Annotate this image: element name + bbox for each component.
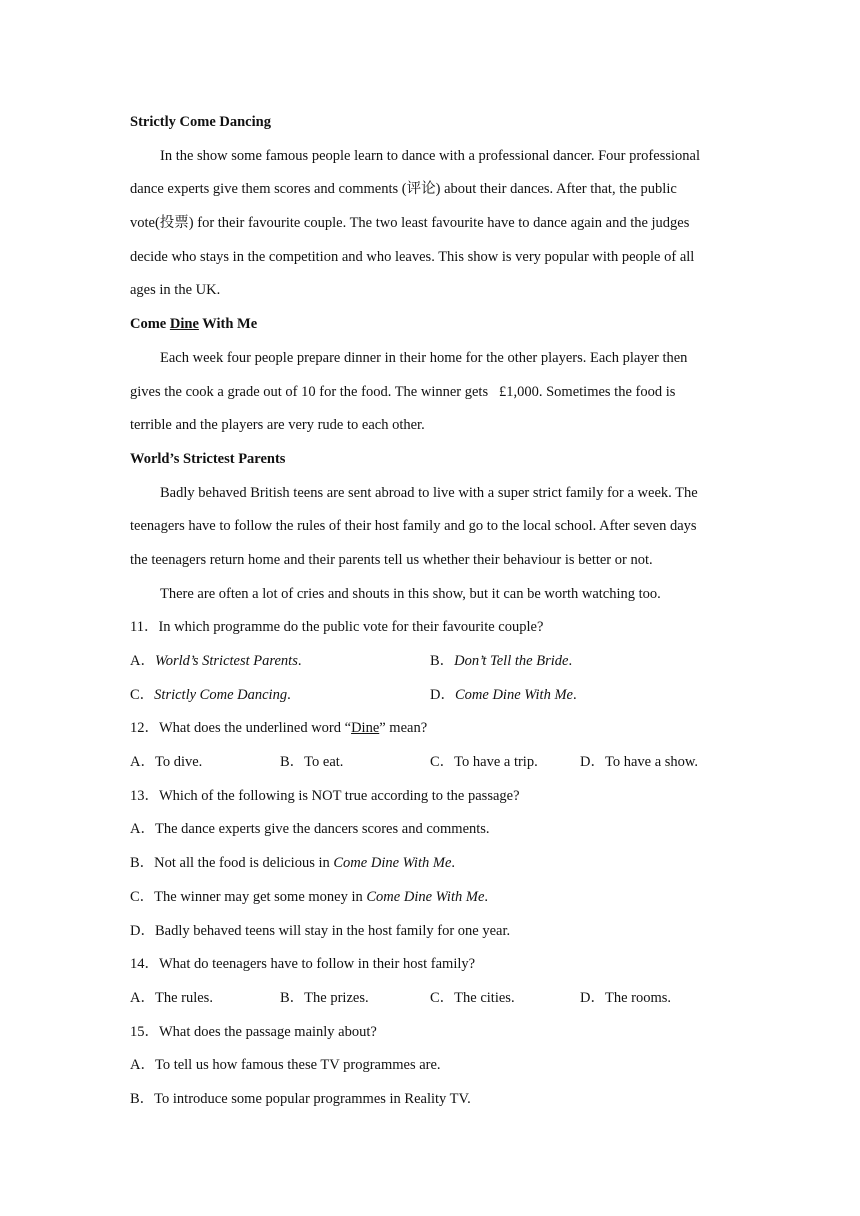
option-d: D．The rooms.: [580, 989, 672, 1006]
option-c: [130, 685, 430, 719]
option-a: [130, 651, 430, 685]
heading-part: With Me: [198, 316, 258, 333]
question-13-stem: 13．Which of the following is NOT true according to the passage?: [130, 787, 520, 804]
option-end: .: [287, 686, 291, 703]
question-12-options: [130, 752, 730, 786]
option-end: .: [572, 686, 577, 703]
paragraph-line: terrible and the players are very rude to each other.: [130, 417, 425, 434]
paragraph-line: There are often a lot of cries and shouts in this show, but it can be worth watching too.: [160, 585, 661, 602]
option-d: D．To have a show.: [580, 754, 699, 771]
option-text: Don’t Tell the Bride: [454, 653, 569, 669]
option-text: Come Dine With Me: [454, 686, 573, 703]
paragraph-line: In the show some famous people learn to dance with a professional dancer. Four professional: [160, 147, 700, 164]
section-heading-worlds-strictest-parents: World’s Strictest Parents: [130, 450, 286, 467]
document-page: [130, 112, 730, 1123]
paragraph-line: vote(投票) for their favourite couple. The two least favourite have to dance again and the judges: [130, 215, 690, 232]
option-b: B．To introduce some popular programmes in Reality TV.: [130, 1090, 471, 1107]
paragraph-line: ages in the UK.: [130, 282, 221, 299]
option-text: Strictly Come Dancing: [154, 686, 288, 703]
programme-title: Come Dine With Me: [366, 888, 485, 905]
question-11-options-row-1: [130, 651, 730, 685]
paragraph-line: decide who stays in the competition and who leaves. This show is very popular with people of all: [130, 248, 695, 265]
option-a: A．The rules.: [130, 989, 213, 1006]
option-c: C．To have a trip.: [430, 754, 538, 771]
stem-part: ” mean?: [379, 720, 428, 737]
option-c: C．The cities.: [430, 989, 515, 1006]
option-end: .: [297, 653, 302, 669]
option-c: [130, 887, 730, 921]
option-end: .: [451, 855, 456, 872]
option-a: A．To dive.: [130, 754, 203, 771]
paragraph-line: Each week four people prepare dinner in their home for the other players. Each player then: [160, 349, 688, 366]
option-text: C．The winner may get some money in: [130, 888, 367, 905]
option-text: B．Not all the food is delicious in: [130, 855, 334, 872]
option-end: .: [484, 888, 489, 905]
underlined-word-dine: Dine: [351, 720, 380, 737]
stem-part: 12．What does the underlined word “: [130, 720, 352, 737]
question-11-options-row-2: [130, 685, 730, 719]
section-heading-strictly-come-dancing: Strictly Come Dancing: [130, 114, 271, 130]
underlined-word-dine: Dine: [169, 316, 199, 333]
option-a: A．To tell us how famous these TV programmes are.: [130, 1057, 441, 1074]
option-letter: A．: [130, 653, 155, 669]
option-text: World’s Strictest Parents: [154, 653, 298, 669]
question-14-stem: 14．What do teenagers have to follow in their host family?: [130, 956, 476, 973]
question-11-stem: 11．In which programme do the public vote for their favourite couple?: [130, 619, 544, 636]
option-b: B．To eat.: [280, 754, 344, 771]
option-letter: C．: [130, 686, 155, 703]
option-d: D．Badly behaved teens will stay in the host family for one year.: [130, 922, 511, 939]
option-b: [430, 651, 730, 685]
section-heading-come-dine-with-me: [130, 314, 730, 348]
option-b: [130, 853, 730, 887]
heading-part: Come: [130, 316, 170, 333]
paragraph-line: teenagers have to follow the rules of their host family and go to the local school. After seven days: [130, 518, 697, 535]
programme-title: Come Dine With Me: [333, 855, 452, 872]
paragraph-line: the teenagers return home and their parents tell us whether their behaviour is better or not.: [130, 551, 653, 568]
option-letter: D．: [430, 686, 455, 703]
paragraph-line: dance experts give them scores and comments (评论) about their dances. After that, the public: [130, 181, 677, 198]
option-d: [430, 685, 730, 719]
paragraph-line: gives the cook a grade out of 10 for the food. The winner gets £1,000. Sometimes the food is: [130, 383, 676, 400]
question-12-stem: [130, 718, 730, 752]
option-b: B．The prizes.: [280, 989, 369, 1006]
option-letter: B．: [430, 653, 455, 669]
question-15-stem: 15．What does the passage mainly about?: [130, 1023, 377, 1040]
option-a: A．The dance experts give the dancers scores and comments.: [130, 821, 490, 838]
paragraph-line: Badly behaved British teens are sent abroad to live with a super strict family for a week. The: [160, 484, 698, 501]
option-end: .: [568, 653, 573, 669]
question-14-options: [130, 988, 730, 1022]
